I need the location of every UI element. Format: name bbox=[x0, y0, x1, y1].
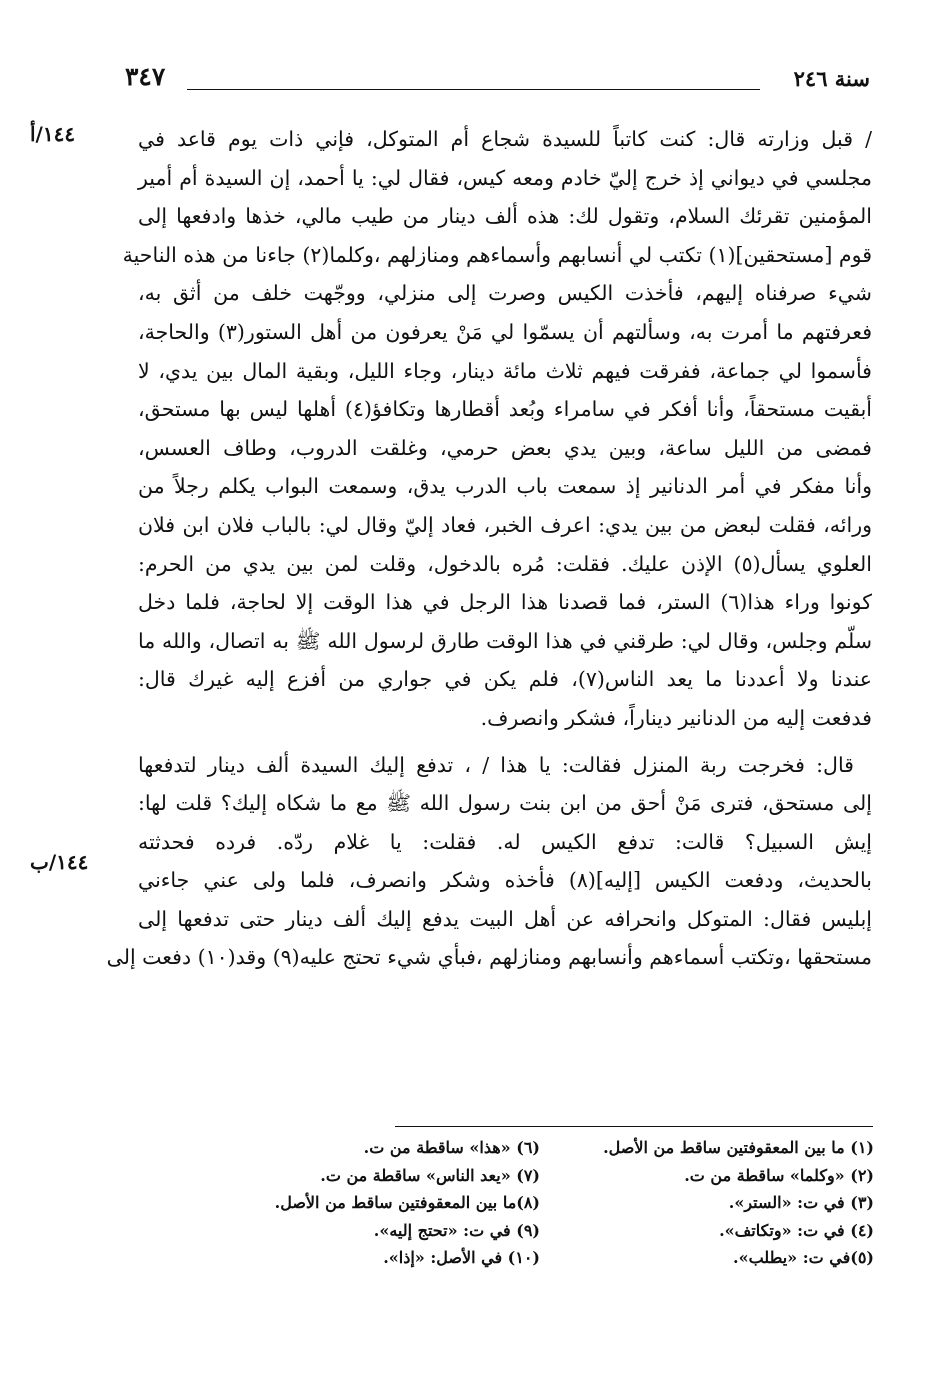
footnote: (١٠) في الأصل: «إذا». bbox=[383, 1248, 540, 1267]
text-line: قوم [مستحقين](١) تكتب لي أنسابهم وأسماءهم ومنازلهم ،وكلما(٢) جاءنا من هذه الناحية bbox=[122, 242, 872, 267]
header-year: سنة ٢٤٦ bbox=[793, 66, 870, 91]
footnote: (٤) في ت: «وتكاتف». bbox=[719, 1220, 874, 1240]
header-rule bbox=[187, 89, 760, 90]
text-line: المؤمنين تقرئك السلام، وتقول لك: هذه ألف دينار من طيب مالي، خذها وادفعها إلى bbox=[138, 204, 872, 229]
text-line: فمضى من الليل ساعة، وبين يدي بعض حرمي، وغلقت الدروب، وطاف العسس، bbox=[138, 435, 872, 460]
footnote: (٨)ما بين المعقوفتين ساقط من الأصل. bbox=[274, 1193, 540, 1212]
text-line: إلى مستحق، فترى مَنْ أحق من ابن بنت رسول الله ﷺ مع ما شكاه إليك؟ قلت لها: bbox=[138, 791, 872, 816]
footnote-rule bbox=[395, 1126, 873, 1127]
footnotes-right-column bbox=[500, 1134, 874, 1272]
footnote: (٣) في ت: «الستر». bbox=[728, 1193, 874, 1212]
text-line: قال: فخرجت ربة المنزل فقالت: يا هذا / ، تدفع إليك السيدة ألف دينار لتدفعها bbox=[138, 752, 854, 777]
paragraph bbox=[106, 746, 872, 978]
text-line: ورائه، فقلت لبعض من بين يدي: اعرف الخبر، فعاد إليّ وقال لي: بالباب فلان ابن فلان bbox=[138, 512, 872, 537]
footnotes-left-column bbox=[128, 1134, 540, 1272]
text-line: إيش السبيل؟ قالت: تدفع الكيس له. فقلت: يا غلام ردّه. فرده فحدثته bbox=[138, 829, 872, 854]
text-line: مستحقها ،وتكتب أسماءهم وأنسابهم ومنازلهم ،فبأي شيء تحتج عليه(٩) وقد(١٠) دفعت إلى bbox=[106, 945, 872, 970]
text-line: وأنا مفكر في أمر الدنانير إذ سمعت باب الدرب يدق، وسمعت البواب يكلم رجلاً من bbox=[138, 474, 872, 499]
folio-marker-144b: ١٤٤/ب bbox=[30, 850, 89, 874]
footnote: (١) ما بين المعقوفتين ساقط من الأصل. bbox=[603, 1138, 874, 1157]
footnote: (٦) «هذا» ساقطة من ت. bbox=[363, 1138, 540, 1157]
text-line: عندنا ولا أعددنا ما يعد الناس(٧)، فلم يكن في جواري من أفزع إليه غيرك قال: bbox=[138, 667, 872, 692]
text-line: كونوا وراء هذا(٦) الستر، فما قصدنا هذا الرجل في هذا الوقت إلا لحاجة، فلما دخل bbox=[138, 590, 872, 615]
text-line: إبليس فقال: المتوكل وانحرافه عن أهل البيت يدفع إليك ألف دينار حتى تدفعها إلى bbox=[138, 906, 872, 931]
paragraph bbox=[122, 120, 873, 738]
footnote: (٩) في ت: «تحتج إليه». bbox=[373, 1220, 540, 1240]
footnote: (٧) «يعد الناس» ساقطة من ت. bbox=[320, 1165, 540, 1185]
folio-marker-144a: ١٤٤/أ bbox=[30, 122, 76, 146]
text-line: مجلسي في ديواني إذ خرج إليّ خادم ومعه كيس، فقال لي: يا أحمد، إن السيدة أم أمير bbox=[138, 165, 872, 190]
footnote: (٥)في ت: «يطلب». bbox=[733, 1248, 874, 1267]
page-number: ٣٤٧ bbox=[125, 62, 166, 91]
text-line: فدفعت إليه من الدنانير ديناراً، فشكر وانصرف. bbox=[480, 705, 872, 730]
text-line: فأسموا لي جماعة، ففرقت فيهم ثلاث مائة دينار، وجاء الليل، وبقية المال بين يدي، لا bbox=[138, 358, 872, 383]
text-line: أبقيت مستحقاً، وأنا أفكر في سامراء وبُعد أقطارها وتكافؤ(٤) أهلها ليس بها مستحق، bbox=[138, 397, 873, 422]
text-line: بالحديث، ودفعت الكيس [إليه](٨) فأخذه وشكر وانصرف، فلما ولى عني جاءني bbox=[138, 868, 872, 893]
paragraph-gap bbox=[138, 738, 872, 746]
text-line: / قبل وزارته قال: كنت كاتباً للسيدة شجاع أم المتوكل، فإني ذات يوم قاعد في bbox=[138, 127, 872, 151]
text-line: شيء صرفناه إليهم، فأخذت الكيس وصرت إلى منزلي، ووجّهت خلف من أثق به، bbox=[138, 281, 872, 306]
running-header bbox=[125, 62, 870, 102]
main-text bbox=[106, 120, 873, 977]
footnote: (٢) «وكلما» ساقطة من ت. bbox=[684, 1165, 874, 1185]
text-line: فعرفتهم ما أمرت به، وسألتهم أن يسمّوا لي مَنْ يعرفون من أهل الستور(٣) والحاجة، bbox=[138, 319, 872, 344]
text-line: سلّم وجلس، وقال لي: طرقني في هذا الوقت طارق لرسول الله ﷺ به اتصال، والله ما bbox=[138, 628, 872, 653]
text-line: العلوي يسأل(٥) الإذن عليك. فقلت: مُره بالدخول، وقلت لمن بين يدي من الحرم: bbox=[138, 551, 872, 576]
